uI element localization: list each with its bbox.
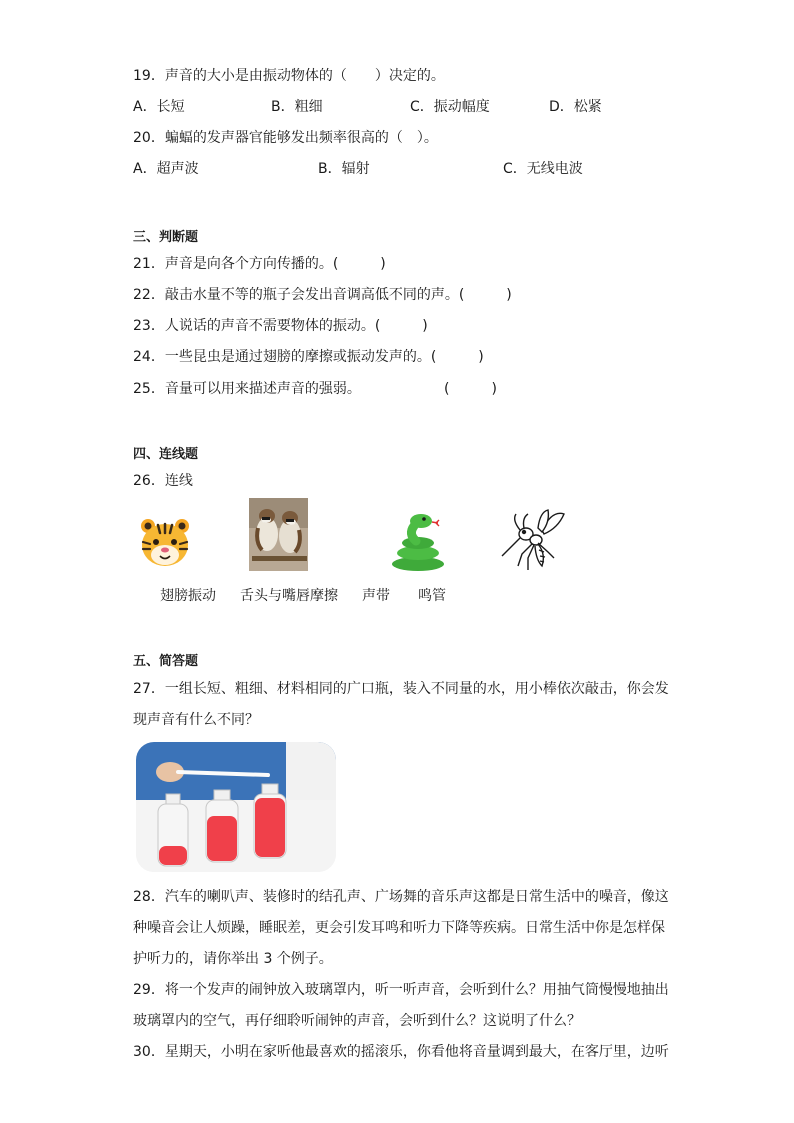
match-label-wing-vibration: 翅膀振动 [160,588,216,604]
question-29-line-1: 29．将一个发声的闹钟放入玻璃罩内，听一听声音，会听到什么？用抽气筒慢慢地抽出 [133,982,669,998]
bottles-experiment-photo [136,742,336,872]
q19-option-d: D．松紧 [549,99,602,115]
question-28-line-2: 种噪音会让人烦躁，睡眠差，更会引发耳鸣和听力下降等疾病。日常生活中你是怎样保 [133,920,665,936]
q20-option-c: C．无线电波 [503,161,583,177]
match-label-vocal-cords: 声带 [362,588,390,604]
tiger-icon [138,516,192,570]
mosquito-icon [498,508,570,574]
section-5-title: 五、简答题 [133,654,199,669]
question-30-line-1: 30．星期天，小明在家听他最喜欢的摇滚乐，你看他将音量调到最大，在客厅里，边听 [133,1044,669,1060]
snake-icon [388,512,448,572]
question-20-stem: 20．蝙蝠的发声器官能够发出频率很高的（ ）。 [133,130,438,146]
q20-option-b: B．辐射 [318,161,370,177]
q19-option-c: C．振动幅度 [410,99,490,115]
question-21: 21．声音是向各个方向传播的。( ) [133,256,386,272]
question-26-stem: 26．连线 [133,473,193,489]
question-19-stem: 19．声音的大小是由振动物体的（ ）决定的。 [133,68,445,84]
question-25-blank: ( ) [444,381,497,397]
q19-option-b: B．粗细 [271,99,323,115]
q20-option-a: A．超声波 [133,161,199,177]
question-24: 24．一些昆虫是通过翅膀的摩擦或振动发声的。( ) [133,349,484,365]
question-27-line-2: 现声音有什么不同？ [133,712,259,728]
match-label-syrinx: 鸣管 [418,588,446,604]
section-3-title: 三、判断题 [133,230,199,245]
q19-option-a: A．长短 [133,99,185,115]
question-25: 25．音量可以用来描述声音的强弱。 [133,381,361,397]
question-28-line-1: 28．汽车的喇叭声、装修时的结孔声、广场舞的音乐声这都是日常生活中的噪音，像这 [133,889,669,905]
question-29-line-2: 玻璃罩内的空气，再仔细聆听闹钟的声音，会听到什么？这说明了什么？ [133,1013,581,1029]
section-4-title: 四、连线题 [133,447,199,462]
question-27-line-1: 27．一组长短、粗细、材料相同的广口瓶，装入不同量的水，用小棒依次敲击，你会发 [133,681,669,697]
question-23: 23．人说话的声音不需要物体的振动。( ) [133,318,428,334]
sparrows-icon [249,498,308,571]
match-label-tongue-lip-friction: 舌头与嘴唇摩擦 [240,588,338,604]
question-22: 22．敲击水量不等的瓶子会发出音调高低不同的声。( ) [133,287,512,303]
question-28-line-3: 护听力的，请你举出 3 个例子。 [133,951,333,967]
